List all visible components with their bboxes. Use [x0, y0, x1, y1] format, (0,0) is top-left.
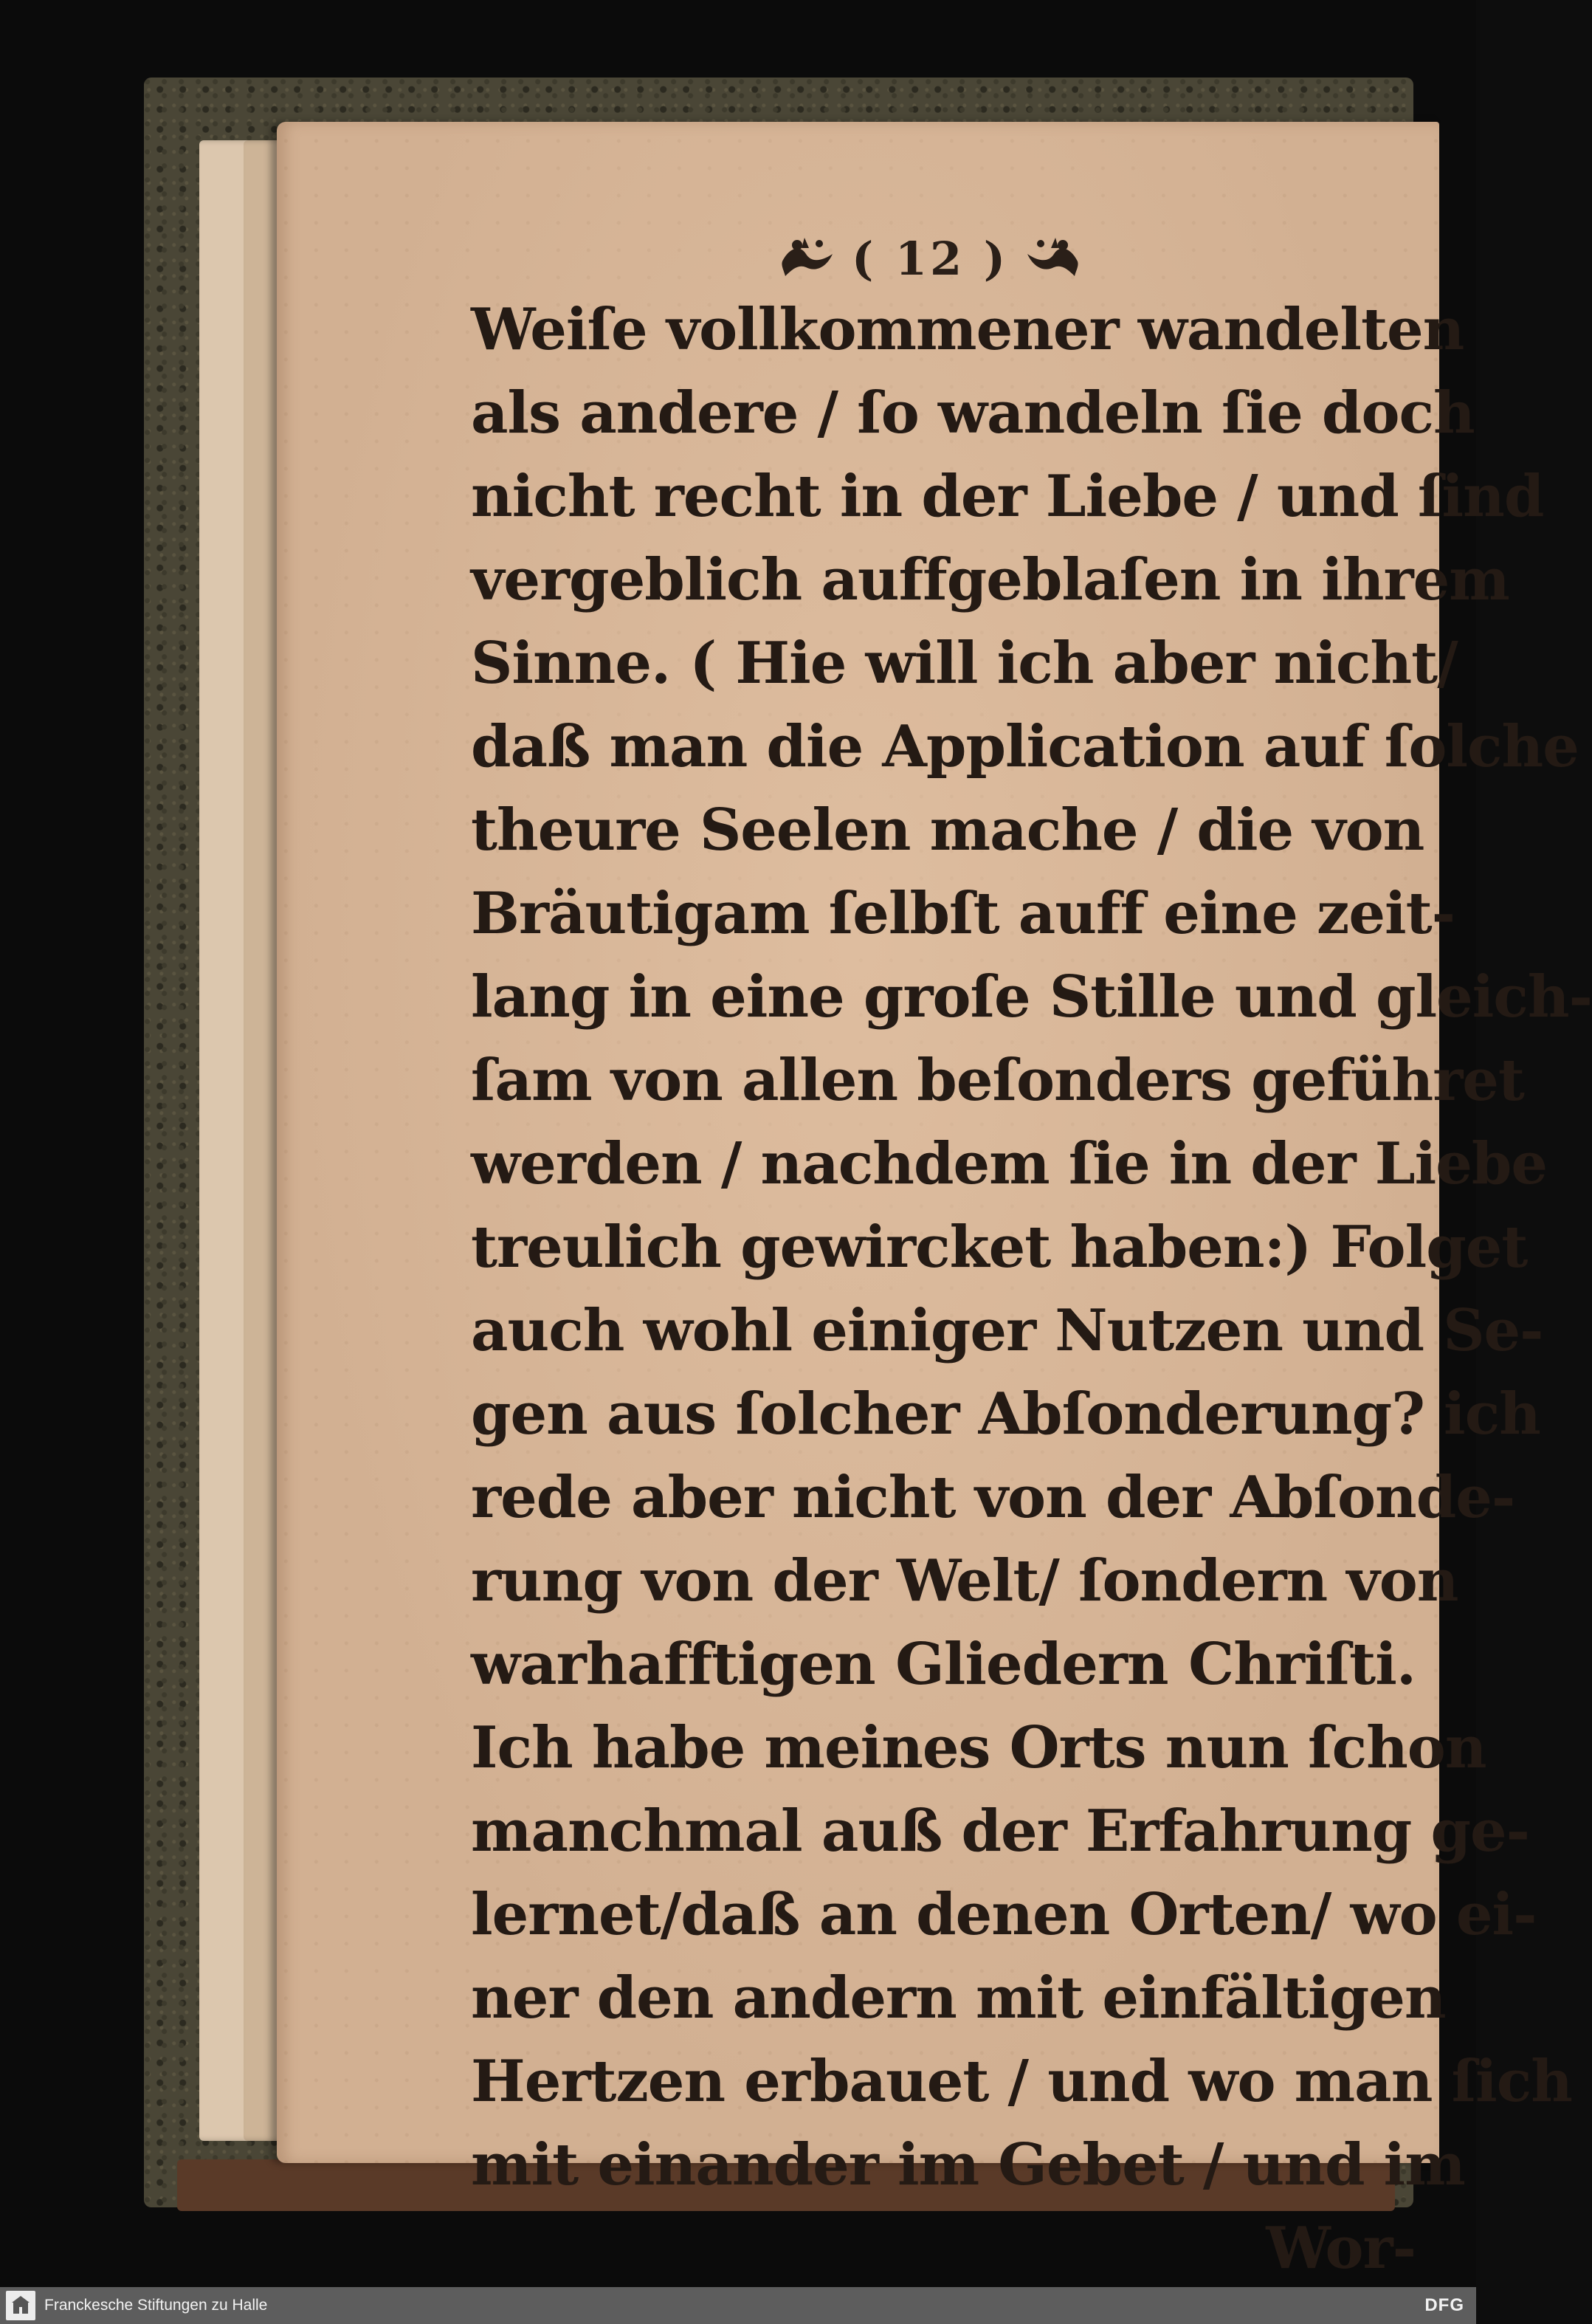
catchword: Wor- — [1266, 2215, 1416, 2282]
text-line: Ich habe meines Orts nun ſchon — [471, 1714, 1486, 1781]
left-fleuron-icon — [775, 232, 838, 285]
text-line: vergeblich auffgeblaſen in ihrem — [471, 546, 1509, 613]
right-fleuron-icon — [1021, 232, 1085, 285]
viewer-footer — [0, 2287, 1476, 2324]
text-line: treulich gewircket haben:) Folget — [471, 1214, 1528, 1281]
text-block — [471, 288, 1592, 2290]
text-line: rung von der Welt/ ſondern von — [471, 1547, 1458, 1615]
text-line: lang in eine groſe Stille und gleich- — [471, 963, 1592, 1031]
text-line: daß man die Application auf ſolche — [471, 713, 1579, 780]
text-line: warhafftigen Gliedern Chriſti. — [471, 1631, 1416, 1698]
text-line: theure Seelen mache / die von — [471, 797, 1424, 864]
text-line: ſam von allen beſonders geführet — [471, 1047, 1524, 1114]
text-line: lernet/daß an denen Orten/ wo ei- — [471, 1881, 1537, 1948]
text-line: auch wohl einiger Nutzen und Se- — [471, 1297, 1543, 1364]
text-line: ner den andern mit einfältigen — [471, 1964, 1446, 2032]
text-line: manchmal auß der Erfahrung ge- — [471, 1798, 1530, 1865]
page-header — [738, 221, 1122, 295]
footer-institution[interactable] — [0, 2291, 267, 2320]
text-line: gen aus ſolcher Abſonderung? ich — [471, 1381, 1540, 1448]
institution-name: Franckesche Stiftungen zu Halle — [44, 2297, 268, 2314]
text-line: mit einander im Gebet / und im — [471, 2131, 1465, 2198]
text-line: als andere / ſo wandeln ſie doch — [471, 379, 1475, 447]
institution-logo-icon — [6, 2291, 35, 2320]
text-line: Hertzen erbauet / und wo man ſich — [471, 2048, 1572, 2115]
text-line: Bräutigam ſelbſt auff eine zeit- — [471, 880, 1455, 947]
funder-logo: DFG — [1424, 2295, 1464, 2315]
text-line: Weiſe vollkommener wandelten — [471, 296, 1464, 363]
text-line: werden / nachdem ſie in der Liebe — [471, 1130, 1547, 1197]
text-line: Sinne. ( Hie will ich aber nicht/ — [471, 630, 1458, 697]
page-number: ( 12 ) — [851, 231, 1009, 286]
text-line: rede aber nicht von der Abſonde- — [471, 1464, 1515, 1531]
text-line: nicht recht in der Liebe / und ſind — [471, 463, 1544, 530]
